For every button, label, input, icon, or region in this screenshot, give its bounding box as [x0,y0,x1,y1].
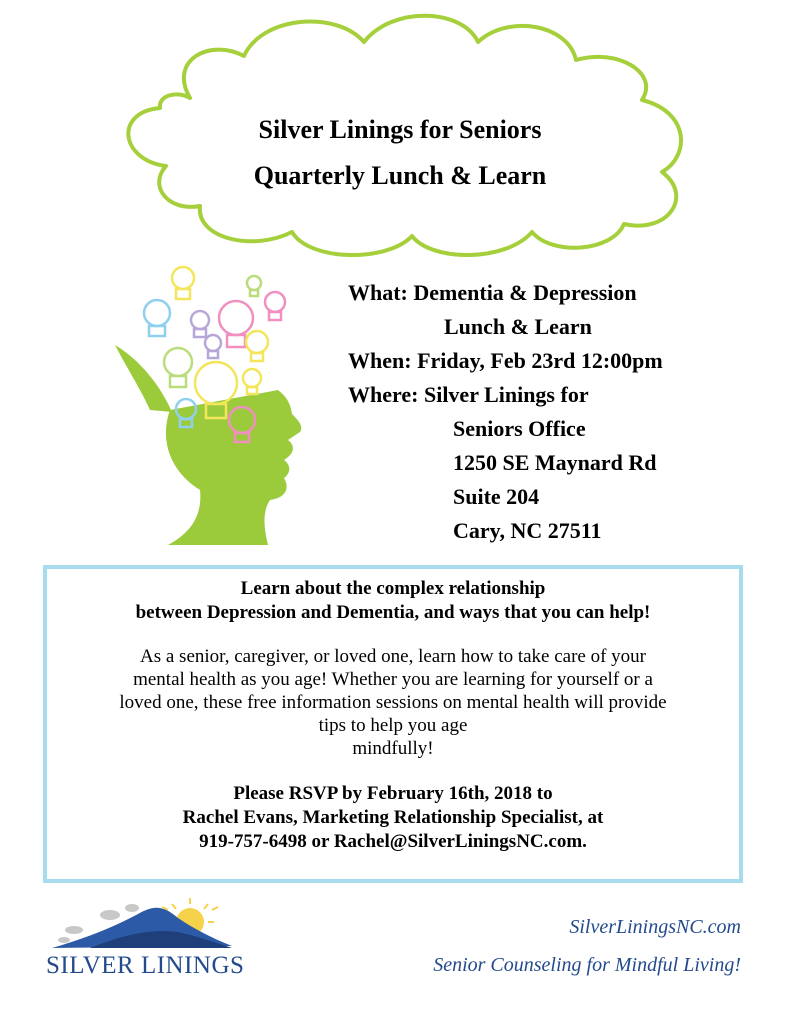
detail-what [348,276,663,310]
what-value: Dementia & Depression [413,280,637,305]
address-line: 1250 SE Maynard Rd [453,450,657,475]
silver-linings-logo [0,0,260,1024]
event-details [348,276,663,548]
rsvp-line: Rachel Evans, Marketing Relationship Specialist, at [182,807,604,828]
where-value: Silver Linings for [423,382,589,407]
address-line: Cary, NC 27511 [453,518,602,543]
lead-line: Learn about the complex relationship [240,578,546,599]
body-line: mental health as you age! Whether you are learning for yourself or a [133,669,653,690]
when-label: When: [348,348,412,373]
website-link[interactable]: SilverLiningsNC.com [569,916,741,938]
body-line: mindfully! [352,738,434,759]
logo-wordmark: SILVER LININGS [46,952,245,979]
lead-line: between Depression and Dementia, and ways that you can help! [135,602,651,623]
when-value: Friday, Feb 23rd 12:00pm [417,348,663,373]
what-label: What: [348,280,408,305]
where-label: Where: [348,382,419,407]
address-line: Suite 204 [453,484,540,509]
body-line: As a senior, caregiver, or loved one, learn how to take care of your [140,646,646,667]
detail-where [348,378,663,412]
detail-when [348,344,663,378]
event-title: Silver Linings for Seniors [258,115,542,144]
tagline: Senior Counseling for Mindful Living! [433,954,741,976]
rsvp-line: Please RSVP by February 16th, 2018 to [233,783,553,804]
event-subtitle: Quarterly Lunch & Learn [253,161,547,190]
address-line: Seniors Office [453,416,586,441]
what-value-cont: Lunch & Learn [444,314,592,339]
rsvp-line: 919-757-6498 or Rachel@SilverLiningsNC.com. [199,831,587,852]
body-line: tips to help you age [318,715,468,736]
body-line: loved one, these free information sessions on mental health will provide [119,692,667,713]
